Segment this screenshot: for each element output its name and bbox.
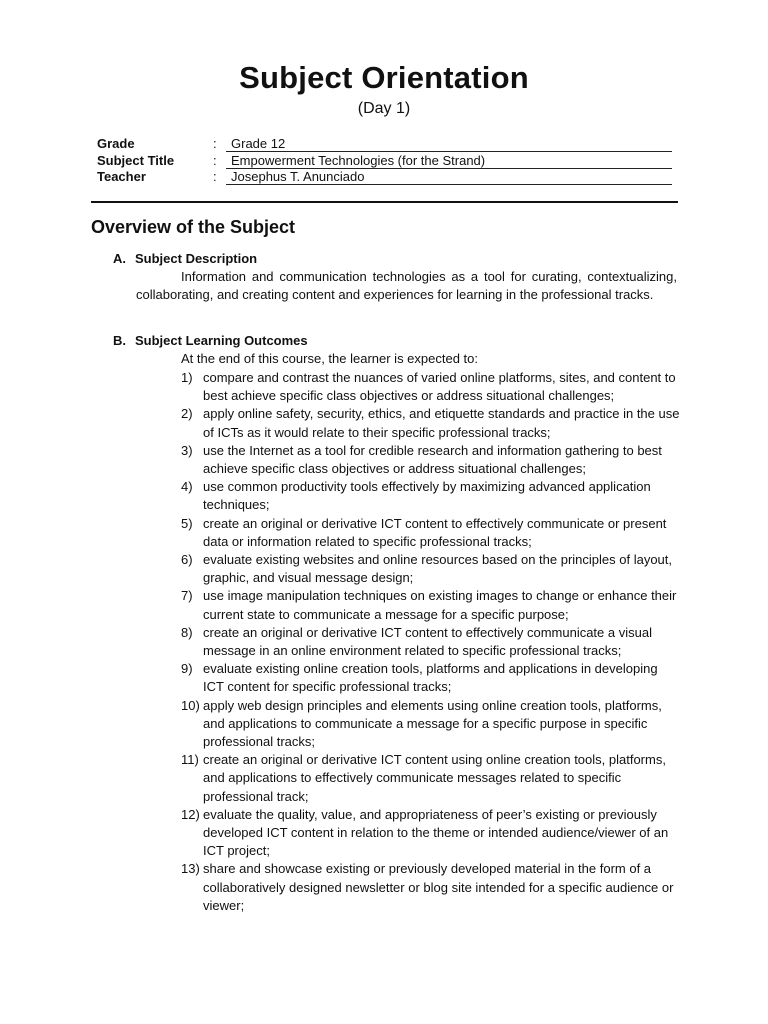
subject-description-text: Information and communication technologies as a tool for curating, contextualizing, collaborating, and creating content and experiences for learning in the professional tracks.: [136, 269, 677, 303]
outcome-item: [181, 697, 681, 752]
outcome-number: 8): [181, 624, 193, 640]
outcome-item: [181, 860, 681, 915]
outcome-text: create an original or derivative ICT content using online creation tools, platforms, and applications to effectively communicate messages related to specific professional track;: [203, 752, 666, 804]
grade-value: Grade 12: [226, 136, 672, 152]
subject-description-heading: [113, 251, 257, 266]
outcome-text: evaluate existing online creation tools, platforms and applications in developing ICT content for specific professional tracks;: [203, 661, 658, 695]
outcome-item: [181, 751, 681, 806]
teacher-value: Josephus T. Anunciado: [226, 169, 672, 185]
outcome-number: 12): [181, 806, 200, 822]
outcome-item: [181, 442, 681, 478]
subject-title-row: [97, 153, 672, 170]
outcome-text: apply web design principles and elements using online creation tools, platforms, and applications to communicate a message for a specific purpose in specific professional tracks;: [203, 697, 662, 750]
section-divider: [91, 201, 678, 203]
grade-row: [97, 136, 672, 153]
outcome-text: share and showcase existing or previously developed material in the form of a collaboratively designed newsletter or blog site intended for a specific audience or viewer;: [203, 861, 674, 913]
subject-title-colon: :: [213, 153, 217, 168]
outcome-number: 7): [181, 588, 193, 604]
outcome-number: 5): [181, 515, 193, 531]
outcome-text: compare and contrast the nuances of varied online platforms, sites, and content to best achieve specific class objectives or address situational challenges;: [203, 370, 676, 404]
outcome-number: 3): [181, 442, 193, 458]
outcome-item: [181, 587, 681, 623]
teacher-colon: :: [213, 169, 217, 184]
outcome-item: [181, 478, 681, 514]
outcome-text: create an original or derivative ICT content to effectively communicate a visual message in an online environment related to specific professional tracks;: [203, 624, 652, 659]
page-title: Subject Orientation: [239, 60, 529, 95]
outcome-text: use image manipulation techniques on existing images to change or enhance their current state to communicate a message for a specific purpose;: [203, 588, 677, 622]
learning-outcomes-letter: B.: [113, 333, 126, 348]
learning-outcomes-list: [181, 369, 681, 915]
outcome-item: [181, 624, 681, 660]
subject-description-title: Subject Description: [135, 251, 258, 266]
outcome-number: 13): [181, 861, 200, 877]
outcome-number: 6): [181, 552, 193, 568]
outcome-item: [181, 551, 681, 587]
outcome-number: 10): [181, 697, 200, 713]
outcome-number: 9): [181, 661, 193, 677]
outcome-text: evaluate the quality, value, and appropriateness of peer’s existing or previously developed ICT content in relation to the theme or intended audience/viewer of an ICT project;: [203, 806, 669, 859]
outcome-text: apply online safety, security, ethics, and etiquette standards and practice in the use of ICTs as it would relate to their specific professional tracks;: [203, 406, 680, 440]
outcome-text: use the Internet as a tool for credible research and information gathering to best achieve specific class objectives or address situational challenges;: [203, 442, 662, 477]
outcome-number: 4): [181, 479, 193, 495]
learning-outcomes-intro: At the end of this course, the learner is expected to:: [181, 351, 479, 366]
page-subtitle: (Day 1): [357, 100, 411, 117]
outcome-text: evaluate existing websites and online resources based on the principles of layout, graphic, and visual message design;: [203, 552, 673, 586]
outcome-number: 2): [181, 406, 193, 422]
outcome-number: 11): [181, 752, 199, 768]
outcome-item: [181, 405, 681, 441]
grade-label: Grade: [97, 136, 135, 151]
outcome-item: [181, 369, 681, 405]
outcome-item: [181, 660, 681, 696]
outcome-text: create an original or derivative ICT content to effectively communicate or present data or information related to specific professional tracks;: [203, 515, 667, 549]
outcome-text: use common productivity tools effectively by maximizing advanced application techniques;: [203, 479, 651, 513]
subject-title-label: Subject Title: [97, 153, 175, 168]
teacher-row: [97, 169, 672, 186]
overview-heading: Overview of the Subject: [91, 217, 296, 237]
subject-title-value: Empowerment Technologies (for the Strand): [226, 153, 672, 169]
learning-outcomes-heading: [113, 333, 308, 348]
outcome-number: 1): [181, 370, 193, 385]
outcome-item: [181, 806, 681, 861]
subject-description-letter: A.: [113, 251, 126, 266]
outcome-item: [181, 515, 681, 551]
learning-outcomes-title: Subject Learning Outcomes: [135, 333, 308, 348]
teacher-label: Teacher: [97, 169, 146, 184]
grade-colon: :: [213, 136, 217, 151]
